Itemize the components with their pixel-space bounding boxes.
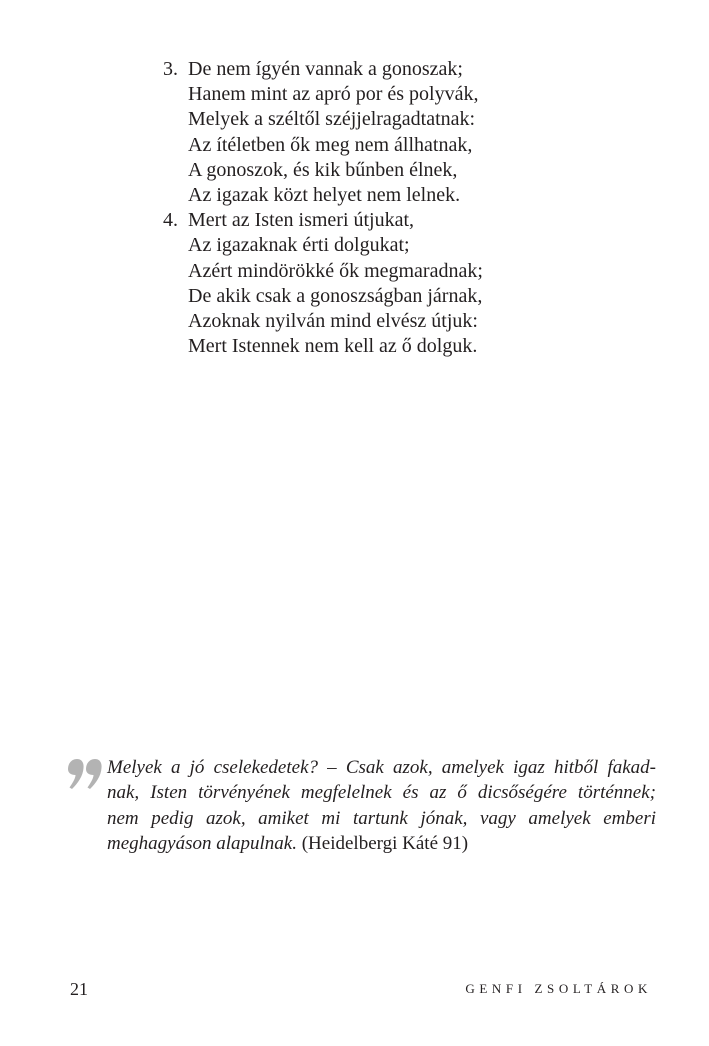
verse-line: Hanem mint az apró por és polyvák, bbox=[188, 83, 479, 106]
stanza-3 bbox=[163, 57, 583, 208]
verse-line: Mert Istennek nem kell az ő dolguk. bbox=[188, 335, 478, 358]
quote-line: nak, Isten törvényének megfelelnek és az ő dicsőségére történnek; bbox=[107, 782, 656, 804]
quote-line: nem pedig azok, amiket mi tartunk jónak, vagy amelyek emberi bbox=[107, 807, 656, 829]
verse-line: Az igazak közt helyet nem lelnek. bbox=[188, 184, 461, 207]
page-footer bbox=[70, 977, 652, 1001]
closing-double-quote-icon bbox=[66, 755, 104, 801]
psalm-text bbox=[163, 57, 583, 359]
verse-line: Azért mindörökké ők megmaradnak; bbox=[188, 259, 483, 282]
stanza-lines bbox=[188, 57, 583, 208]
running-title: GENFI ZSOLTÁROK bbox=[465, 981, 652, 996]
verse-line: A gonoszok, és kik bűnben élnek, bbox=[188, 158, 458, 181]
stanza-number: 4. bbox=[163, 209, 178, 232]
verse-line: De akik csak a gonoszságban járnak, bbox=[188, 284, 483, 307]
catechism-quote bbox=[66, 755, 656, 857]
stanza-lines bbox=[188, 208, 583, 359]
verse-line: Azoknak nyilván mind elvész útjuk: bbox=[188, 310, 478, 333]
page-number: 21 bbox=[70, 979, 88, 999]
verse-line: Az igazaknak érti dolgukat; bbox=[188, 234, 410, 257]
quote-text bbox=[107, 755, 656, 857]
quote-line: meghagyáson alapulnak. bbox=[107, 833, 297, 855]
quote-citation: (Heidelbergi Káté 91) bbox=[301, 833, 469, 855]
quote-line: Melyek a jó cselekedetek? – Csak azok, amelyek igaz hitből fakad- bbox=[107, 757, 656, 778]
verse-line: Mert az Isten ismeri útjukat, bbox=[188, 209, 415, 232]
stanza-number: 3. bbox=[163, 58, 178, 80]
stanza-4 bbox=[163, 208, 583, 359]
verse-line: Melyek a széltől széjjelragadtatnak: bbox=[188, 108, 476, 131]
verse-line: De nem ígyén vannak a gonoszak; bbox=[188, 58, 463, 80]
verse-line: Az ítéletben ők meg nem állhatnak, bbox=[188, 133, 473, 156]
quote-last-line bbox=[107, 831, 656, 856]
